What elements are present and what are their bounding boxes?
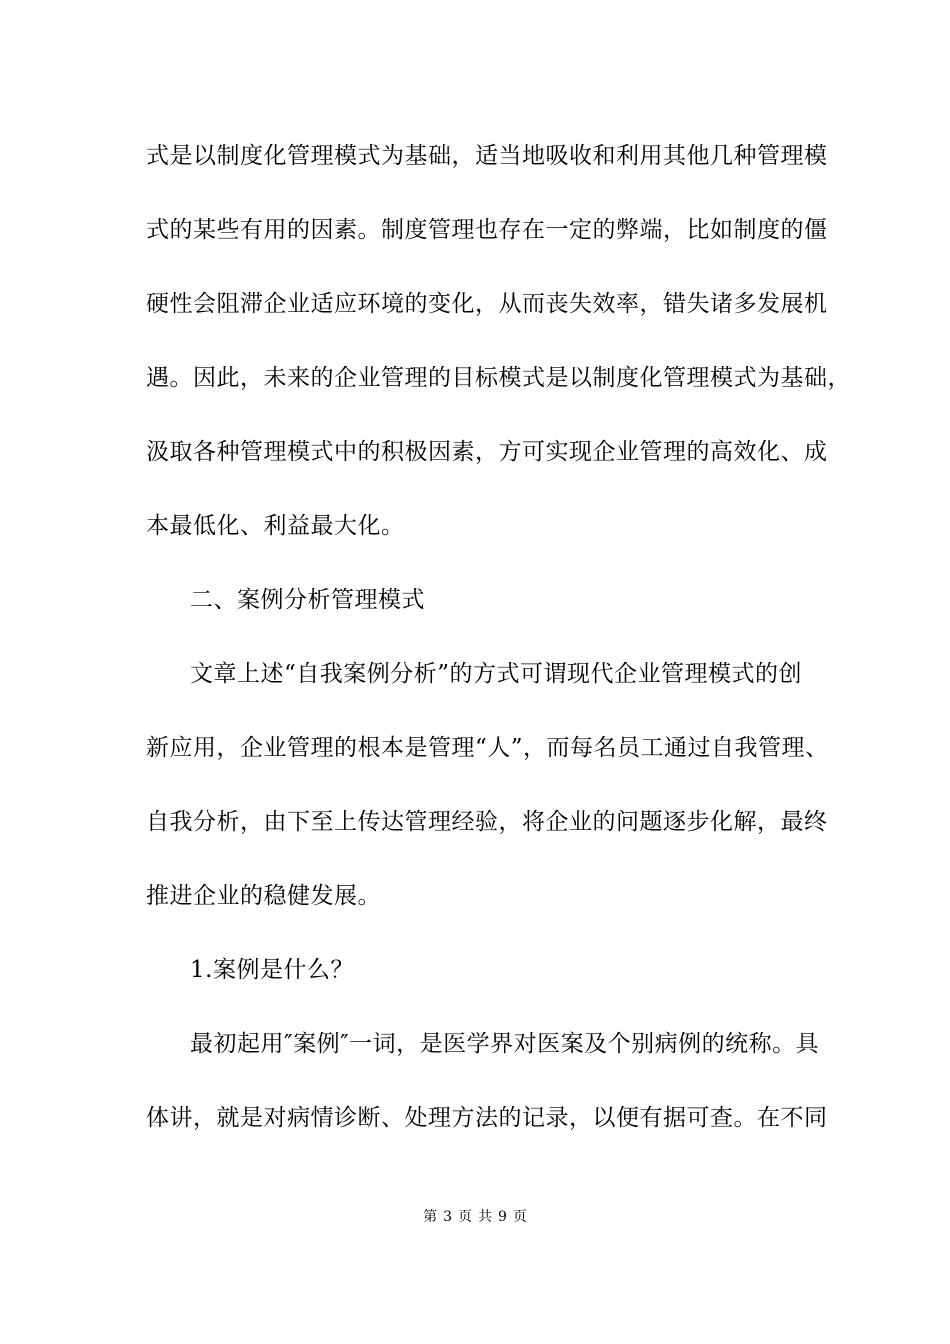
footer-page-unit: 页 xyxy=(458,1209,472,1225)
text-line: 新应用，企业管理的根本是管理“人”，而每名员工通过自我管理、 xyxy=(146,735,829,761)
text-line: 硬性会阻滞企业适应环境的变化，从而丧失效率，错失诸多发展机 xyxy=(146,291,828,317)
text-line: 推进企业的稳健发展。 xyxy=(146,883,381,909)
footer-current-page: 3 xyxy=(443,1209,452,1225)
text-line: 文章上述“自我案例分析”的方式可谓现代企业管理模式的创 xyxy=(190,661,803,687)
footer-suffix: 页 xyxy=(512,1209,527,1225)
footer-total-pages: 9 xyxy=(498,1209,507,1225)
text-line: 最初起用″案例″一词，是医学界对医案及个别病例的统称。具 xyxy=(190,1031,820,1057)
text-line: 汲取各种管理模式中的积极因素，方可实现企业管理的高效化、成 xyxy=(146,439,828,465)
footer-total-label: 共 xyxy=(478,1209,492,1225)
section-heading: 二、案例分析管理模式 xyxy=(190,587,425,613)
subsection-heading: 1.案例是什么？ xyxy=(190,957,354,983)
footer-prefix: 第 xyxy=(423,1209,438,1225)
page-footer xyxy=(0,1208,950,1226)
text-line: 遇。因此，未来的企业管理的目标模式是以制度化管理模式为基础， xyxy=(146,365,851,391)
text-line: 式是以制度化管理模式为基础，适当地吸收和利用其他几种管理模 xyxy=(146,143,828,169)
text-line: 自我分析，由下至上传达管理经验，将企业的问题逐步化解，最终 xyxy=(146,809,828,835)
text-line: 本最低化、利益最大化。 xyxy=(146,513,405,539)
text-line: 体讲，就是对病情诊断、处理方法的记录，以便有据可查。在不同 xyxy=(146,1105,828,1131)
text-line: 式的某些有用的因素。制度管理也存在一定的弊端，比如制度的僵 xyxy=(146,217,828,243)
